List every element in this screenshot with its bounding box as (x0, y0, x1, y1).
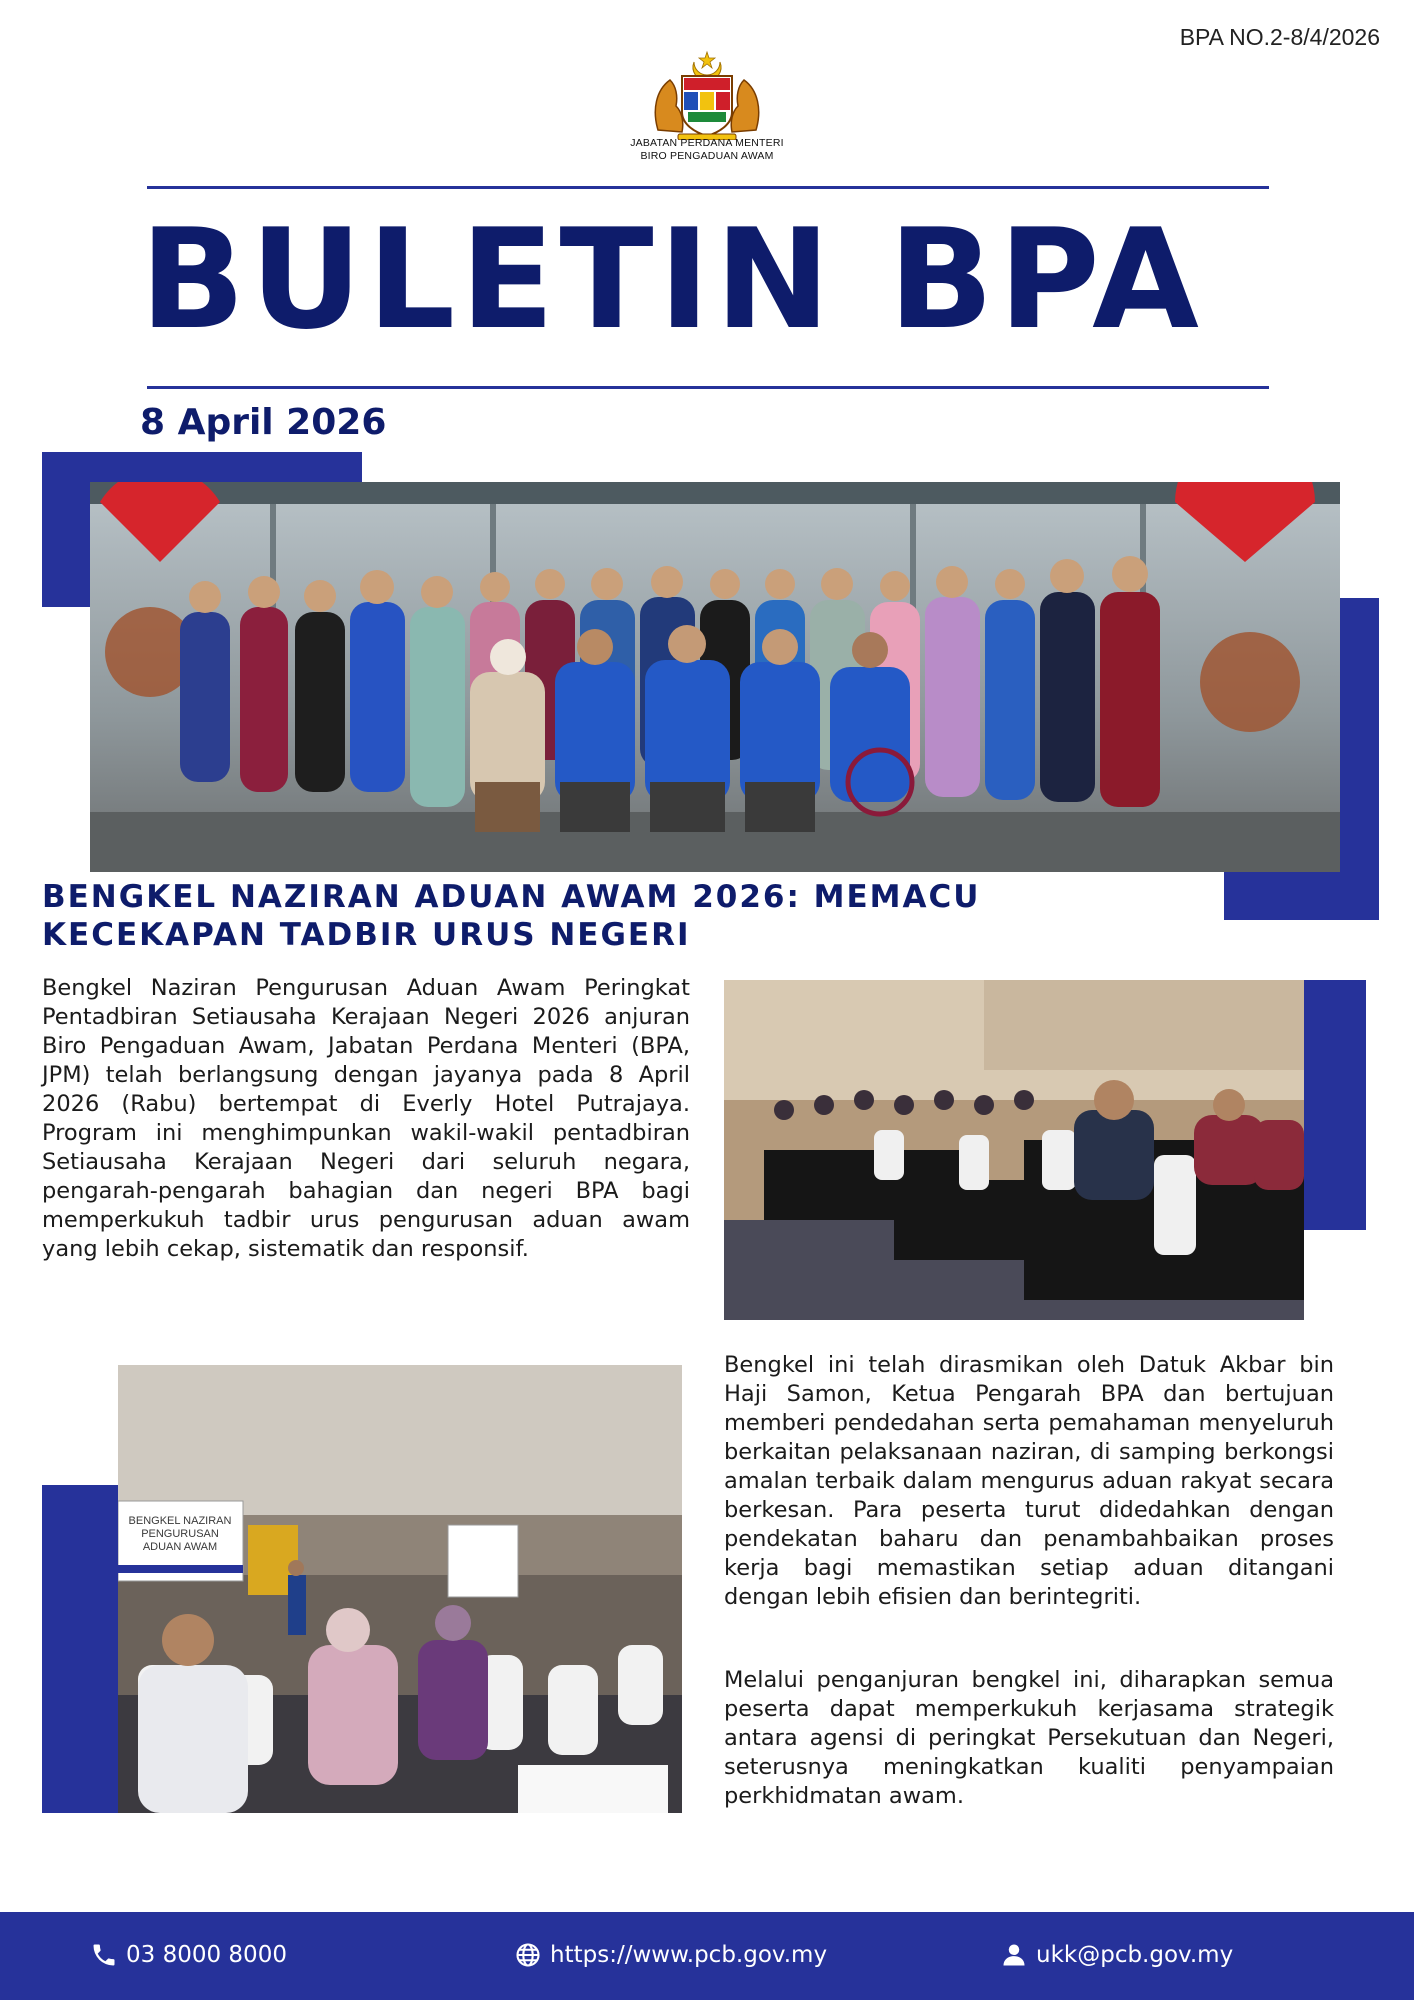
footer-phone[interactable] (90, 1941, 287, 1969)
decor-block-mid-right (1300, 980, 1366, 1230)
slide-text-line-1: BENGKEL NAZIRAN (128, 1515, 232, 1527)
user-icon (1000, 1941, 1028, 1969)
article-paragraph-2: Bengkel ini telah dirasmikan oleh Datuk Akbar bin Haji Samon, Ketua Pengarah BPA dan bertujuan memberi pendedahan serta pemahaman menyeluruh berkaitan pelaksanaan naziran, di samping berkongsi amalan terbaik dalam mengurus aduan rakyat secara berkesan. Para peserta turut didedahkan dengan pendekatan baharu dan penambahbaikan proses kerja bagi memastikan setiap aduan ditangani dengan lebih efisien dan berintegriti. (724, 1352, 1334, 1610)
group-photo (90, 482, 1340, 872)
slide-text-line-2: PENGURUSAN ADUAN AWAM (141, 1528, 219, 1553)
article-paragraph-3: Melalui penganjuran bengkel ini, diharapkan semua peserta dapat memperkukuh kerjasama strategik antara agensi di peringkat Persekutuan dan Negeri, seterusnya meningkatkan kualiti penyampaian perkhidmatan awam. (724, 1667, 1334, 1809)
department-name (560, 137, 854, 163)
phone-icon (90, 1941, 118, 1969)
department-line-1: JABATAN PERDANA MENTERI (630, 137, 784, 149)
globe-icon (514, 1941, 542, 1969)
workshop-photo-presentation (118, 1365, 682, 1813)
slide-text (122, 1515, 238, 1554)
headline-line-1: BENGKEL NAZIRAN ADUAN AWAM 2026: MEMACU (42, 879, 981, 915)
email-address: ukk@pcb.gov.my (1036, 1942, 1234, 1968)
decor-block-bottom-left (42, 1485, 122, 1813)
article-paragraph-1: Bengkel Naziran Pengurusan Aduan Awam Peringkat Pentadbiran Setiausaha Kerajaan Negeri 2026 anjuran Biro Pengaduan Awam, Jabatan Perdana Menteri (BPA, JPM) telah berlangsung dengan jayanya pada 8 April 2026 (Rabu) bertempat di Everly Hotel Putrajaya. Program ini menghimpunkan wakil-wakil pentadbiran Setiausaha Kerajaan Negeri dari seluruh negara, pengarah-pengarah bahagian dan negeri BPA bagi memperkukuh tadbir urus pengurusan aduan awam yang lebih cekap, sistematik dan responsif. (42, 975, 690, 1262)
headline-line-2: KECEKAPAN TADBIR URUS NEGERI (42, 917, 691, 953)
footer-website[interactable] (514, 1941, 827, 1969)
bulletin-title: BULETIN BPA (140, 199, 1204, 360)
article-headline (42, 878, 1062, 954)
top-divider (147, 186, 1269, 189)
workshop-photo-audience (724, 980, 1304, 1320)
bottom-divider (147, 386, 1269, 389)
reference-number: BPA NO.2-8/4/2026 (1179, 24, 1380, 50)
issue-date: 8 April 2026 (140, 402, 387, 443)
website-url: https://www.pcb.gov.my (550, 1942, 828, 1968)
malaysia-crest-logo (648, 50, 766, 140)
phone-number: 03 8000 8000 (126, 1942, 287, 1968)
department-line-2: BIRO PENGADUAN AWAM (640, 150, 774, 162)
footer-email[interactable] (1000, 1941, 1233, 1969)
